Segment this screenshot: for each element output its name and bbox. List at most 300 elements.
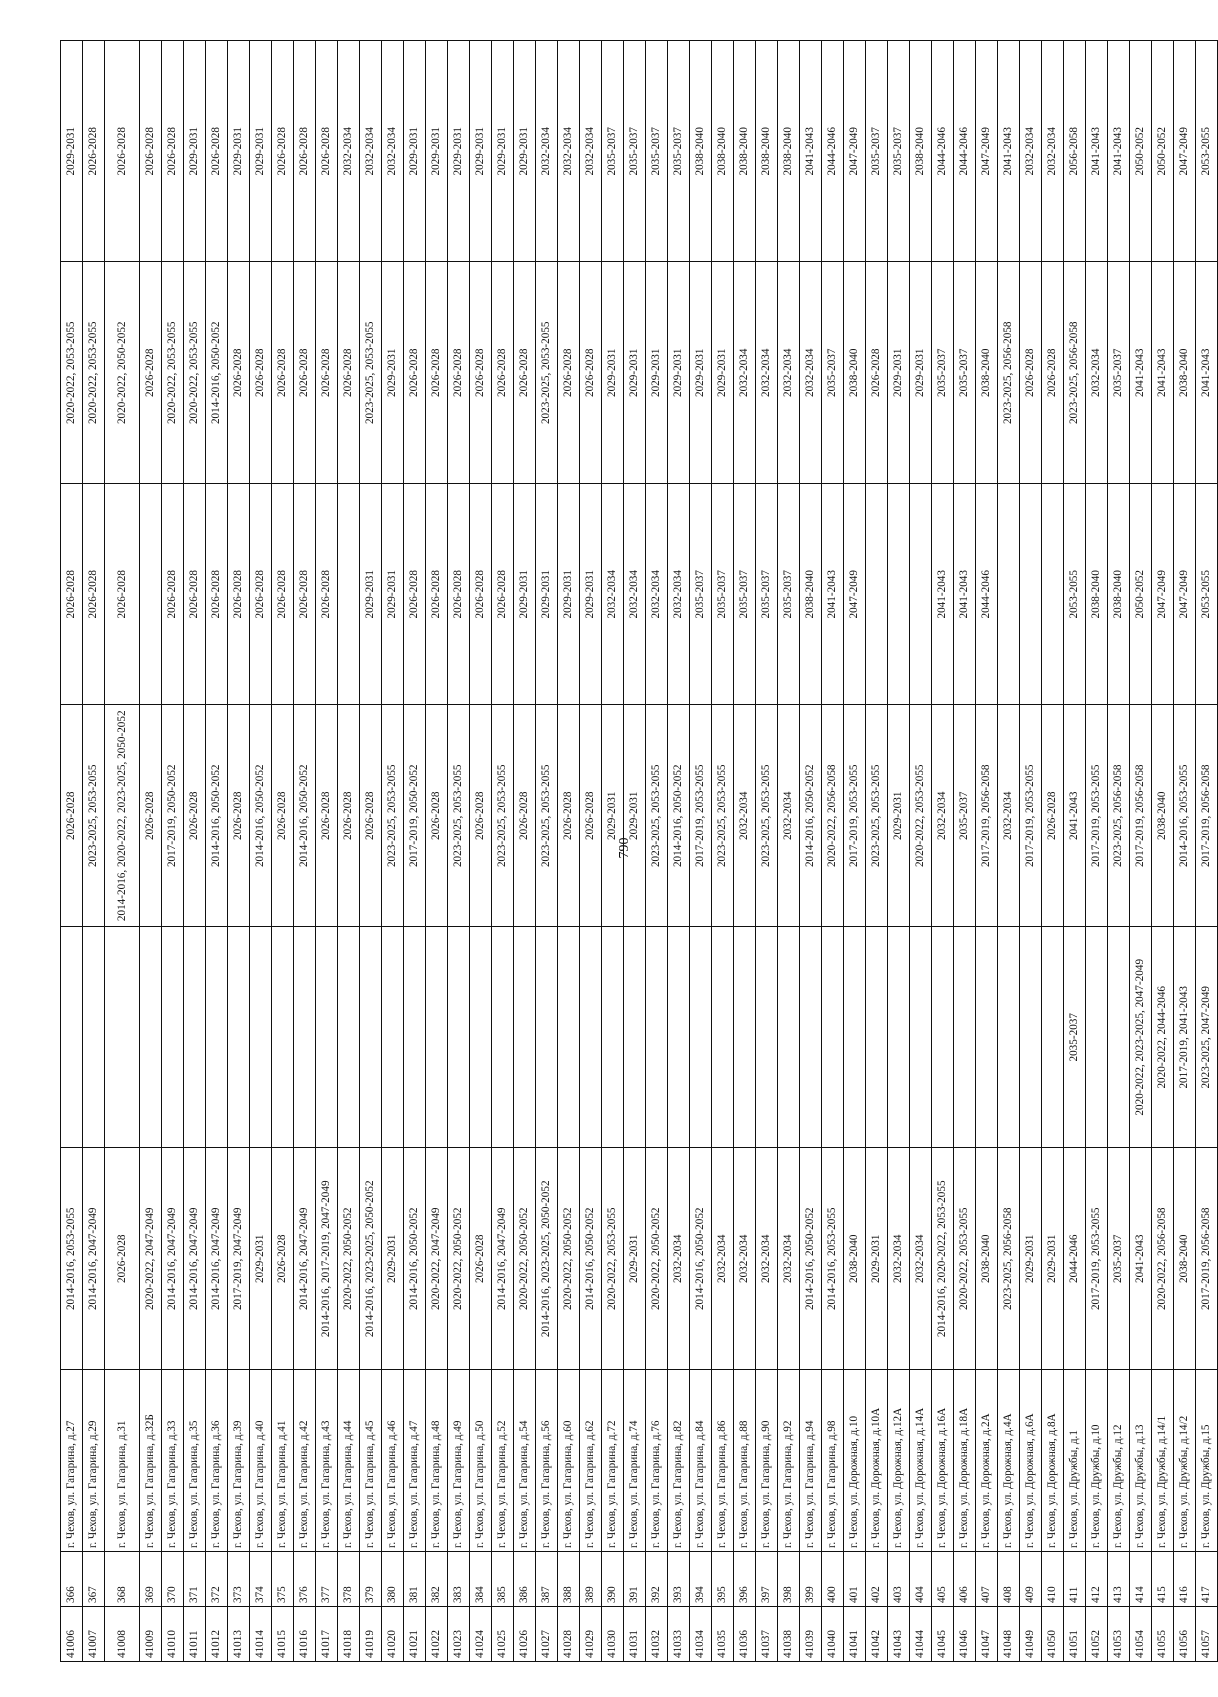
table-row — [382, 41, 404, 1662]
row-number-cell: 394 — [690, 1552, 712, 1607]
period-cell-3: 2038-2040 — [1152, 705, 1174, 927]
period-cell-4: 2026-2028 — [448, 484, 470, 706]
period-cell-5: 2026-2028 — [1020, 262, 1042, 484]
row-number-cell: 408 — [998, 1552, 1020, 1607]
period-cell-2 — [954, 927, 976, 1149]
row-number-cell: 390 — [602, 1552, 624, 1607]
address-cell: г. Чехов, ул. Дорожная, д.4А — [998, 1370, 1020, 1552]
address-cell: г. Чехов, ул. Дорожная, д.8А — [1042, 1370, 1064, 1552]
period-cell-5: 2026-2028 — [580, 262, 602, 484]
period-cell-3: 2023-2025, 2053-2055 — [712, 705, 734, 927]
address-cell: г. Чехов, ул. Гагарина, д.27 — [61, 1370, 83, 1552]
period-cell-2 — [61, 927, 83, 1149]
period-cell-6: 2047-2049 — [844, 41, 866, 263]
table-row — [1064, 41, 1086, 1662]
record-id-cell: 41039 — [800, 1607, 822, 1662]
row-number-cell: 375 — [272, 1552, 294, 1607]
period-cell-2 — [558, 927, 580, 1149]
record-id-cell: 41047 — [976, 1607, 998, 1662]
address-cell: г. Чехов, ул. Гагарина, д.74 — [624, 1370, 646, 1552]
period-cell-3: 2017-2019, 2053-2055 — [844, 705, 866, 927]
period-cell-2 — [228, 927, 250, 1149]
table-row — [932, 41, 954, 1662]
period-cell-3: 2023-2025, 2053-2055 — [83, 705, 105, 927]
row-number-cell: 380 — [382, 1552, 404, 1607]
period-cell-2 — [448, 927, 470, 1149]
period-cell-5: 2026-2028 — [470, 262, 492, 484]
period-cell-6: 2032-2034 — [558, 41, 580, 263]
period-cell-2 — [888, 927, 910, 1149]
table-row — [976, 41, 998, 1662]
period-cell-6: 2047-2049 — [976, 41, 998, 263]
record-id-cell: 41031 — [624, 1607, 646, 1662]
address-cell: г. Чехов, ул. Гагарина, д.31 — [105, 1370, 140, 1552]
row-number-cell: 402 — [866, 1552, 888, 1607]
address-cell: г. Чехов, ул. Дорожная, д.16А — [932, 1370, 954, 1552]
period-cell-1: 2017-2019, 2047-2049 — [228, 1148, 250, 1370]
period-cell-4: 2035-2037 — [756, 484, 778, 706]
period-cell-4: 2029-2031 — [514, 484, 536, 706]
period-cell-5: 2026-2028 — [228, 262, 250, 484]
period-cell-4: 2026-2028 — [61, 484, 83, 706]
period-cell-4 — [866, 484, 888, 706]
page-number: 790 — [617, 837, 632, 859]
period-cell-1: 2017-2019, 2056-2058 — [1196, 1148, 1218, 1370]
period-cell-5: 2014-2016, 2050-2052 — [206, 262, 228, 484]
period-cell-4: 2026-2028 — [250, 484, 272, 706]
period-cell-5: 2023-2025, 2053-2055 — [536, 262, 558, 484]
period-cell-3: 2017-2019, 2050-2052 — [404, 705, 426, 927]
record-id-cell: 41049 — [1020, 1607, 1042, 1662]
period-cell-3: 2017-2019, 2053-2055 — [690, 705, 712, 927]
period-cell-3: 2023-2025, 2053-2055 — [866, 705, 888, 927]
period-cell-3: 2026-2028 — [514, 705, 536, 927]
row-number-cell: 407 — [976, 1552, 998, 1607]
period-cell-4 — [998, 484, 1020, 706]
period-cell-4: 2026-2028 — [294, 484, 316, 706]
period-cell-2: 2020-2022, 2023-2025, 2047-2049 — [1130, 927, 1152, 1149]
period-cell-2 — [712, 927, 734, 1149]
period-cell-5: 2026-2028 — [338, 262, 360, 484]
period-cell-6: 2038-2040 — [712, 41, 734, 263]
record-id-cell: 41030 — [602, 1607, 624, 1662]
row-number-cell: 417 — [1196, 1552, 1218, 1607]
period-cell-3: 2014-2016, 2050-2052 — [668, 705, 690, 927]
period-cell-4: 2035-2037 — [690, 484, 712, 706]
period-cell-6: 2056-2058 — [1064, 41, 1086, 263]
period-cell-3: 2014-2016, 2053-2055 — [1174, 705, 1196, 927]
table-row — [646, 41, 668, 1662]
table-row — [558, 41, 580, 1662]
period-cell-6: 2026-2028 — [294, 41, 316, 263]
row-number-cell: 367 — [83, 1552, 105, 1607]
record-id-cell: 41012 — [206, 1607, 228, 1662]
period-cell-2 — [294, 927, 316, 1149]
table-row — [1042, 41, 1064, 1662]
address-cell: г. Чехов, ул. Гагарина, д.40 — [250, 1370, 272, 1552]
table-row — [888, 41, 910, 1662]
period-cell-5: 2023-2025, 2056-2058 — [998, 262, 1020, 484]
period-cell-1: 2032-2034 — [888, 1148, 910, 1370]
period-cell-2 — [822, 927, 844, 1149]
address-cell: г. Чехов, ул. Гагарина, д.41 — [272, 1370, 294, 1552]
table-row — [800, 41, 822, 1662]
period-cell-3: 2017-2019, 2053-2055 — [1020, 705, 1042, 927]
address-cell: г. Чехов, ул. Дорожная, д.12А — [888, 1370, 910, 1552]
period-cell-1: 2014-2016, 2050-2052 — [404, 1148, 426, 1370]
schedule-table-body — [61, 41, 1218, 1662]
period-cell-6: 2029-2031 — [470, 41, 492, 263]
period-cell-3: 2017-2019, 2056-2058 — [1130, 705, 1152, 927]
period-cell-4: 2038-2040 — [800, 484, 822, 706]
period-cell-1: 2041-2043 — [1130, 1148, 1152, 1370]
record-id-cell: 41022 — [426, 1607, 448, 1662]
table-row — [1196, 41, 1218, 1662]
period-cell-2: 2017-2019, 2041-2043 — [1174, 927, 1196, 1149]
period-cell-1: 2032-2034 — [712, 1148, 734, 1370]
address-cell: г. Чехов, ул. Гагарина, д.62 — [580, 1370, 602, 1552]
row-number-cell: 373 — [228, 1552, 250, 1607]
period-cell-1: 2014-2016, 2050-2052 — [800, 1148, 822, 1370]
address-cell: г. Чехов, ул. Дружбы, д.10 — [1086, 1370, 1108, 1552]
period-cell-6: 2029-2031 — [404, 41, 426, 263]
period-cell-3: 2041-2043 — [1064, 705, 1086, 927]
period-cell-2: 2023-2025, 2047-2049 — [1196, 927, 1218, 1149]
record-id-cell: 41051 — [1064, 1607, 1086, 1662]
table-row — [1020, 41, 1042, 1662]
period-cell-6: 2029-2031 — [61, 41, 83, 263]
period-cell-5: 2029-2031 — [888, 262, 910, 484]
address-cell: г. Чехов, ул. Гагарина, д.32Б — [140, 1370, 162, 1552]
period-cell-4: 2032-2034 — [624, 484, 646, 706]
table-row — [866, 41, 888, 1662]
address-cell: г. Чехов, ул. Гагарина, д.45 — [360, 1370, 382, 1552]
address-cell: г. Чехов, ул. Гагарина, д.35 — [184, 1370, 206, 1552]
row-number-cell: 378 — [338, 1552, 360, 1607]
period-cell-2 — [800, 927, 822, 1149]
record-id-cell: 41017 — [316, 1607, 338, 1662]
period-cell-6: 2032-2034 — [536, 41, 558, 263]
period-cell-1: 2023-2025, 2056-2058 — [998, 1148, 1020, 1370]
period-cell-4: 2026-2028 — [492, 484, 514, 706]
period-cell-5: 2032-2034 — [734, 262, 756, 484]
period-cell-3: 2014-2016, 2050-2052 — [206, 705, 228, 927]
record-id-cell: 41025 — [492, 1607, 514, 1662]
table-row — [105, 41, 140, 1662]
row-number-cell: 399 — [800, 1552, 822, 1607]
record-id-cell: 41027 — [536, 1607, 558, 1662]
row-number-cell: 388 — [558, 1552, 580, 1607]
period-cell-1: 2020-2022, 2050-2052 — [448, 1148, 470, 1370]
period-cell-2 — [1086, 927, 1108, 1149]
address-cell: г. Чехов, ул. Гагарина, д.47 — [404, 1370, 426, 1552]
address-cell: г. Чехов, ул. Дружбы, д.15 — [1196, 1370, 1218, 1552]
period-cell-6: 2050-2052 — [1152, 41, 1174, 263]
period-cell-5: 2029-2031 — [712, 262, 734, 484]
table-row — [426, 41, 448, 1662]
address-cell: г. Чехов, ул. Гагарина, д.50 — [470, 1370, 492, 1552]
period-cell-6: 2032-2034 — [580, 41, 602, 263]
row-number-cell: 397 — [756, 1552, 778, 1607]
period-cell-4: 2041-2043 — [822, 484, 844, 706]
period-cell-6: 2044-2046 — [932, 41, 954, 263]
period-cell-1: 2014-2016, 2050-2052 — [690, 1148, 712, 1370]
address-cell: г. Чехов, ул. Гагарина, д.46 — [382, 1370, 404, 1552]
row-number-cell: 406 — [954, 1552, 976, 1607]
address-cell: г. Чехов, ул. Дорожная, д.2А — [976, 1370, 998, 1552]
period-cell-1: 2014-2016, 2047-2049 — [83, 1148, 105, 1370]
period-cell-3: 2023-2025, 2053-2055 — [382, 705, 404, 927]
period-cell-5: 2032-2034 — [1086, 262, 1108, 484]
table-row — [1130, 41, 1152, 1662]
record-id-cell: 41008 — [105, 1607, 140, 1662]
table-row — [470, 41, 492, 1662]
record-id-cell: 41056 — [1174, 1607, 1196, 1662]
row-number-cell: 392 — [646, 1552, 668, 1607]
period-cell-4 — [140, 484, 162, 706]
record-id-cell: 41053 — [1108, 1607, 1130, 1662]
row-number-cell: 395 — [712, 1552, 734, 1607]
period-cell-5: 2026-2028 — [448, 262, 470, 484]
period-cell-1: 2029-2031 — [866, 1148, 888, 1370]
period-cell-1: 2017-2019, 2053-2055 — [1086, 1148, 1108, 1370]
period-cell-5: 2038-2040 — [1174, 262, 1196, 484]
table-row — [734, 41, 756, 1662]
period-cell-4: 2050-2052 — [1130, 484, 1152, 706]
record-id-cell: 41029 — [580, 1607, 602, 1662]
period-cell-3: 2026-2028 — [360, 705, 382, 927]
period-cell-2 — [602, 927, 624, 1149]
period-cell-5: 2026-2028 — [316, 262, 338, 484]
period-cell-2: 2020-2022, 2044-2046 — [1152, 927, 1174, 1149]
table-row — [140, 41, 162, 1662]
table-row — [316, 41, 338, 1662]
table-row — [294, 41, 316, 1662]
record-id-cell: 41044 — [910, 1607, 932, 1662]
period-cell-6: 2029-2031 — [250, 41, 272, 263]
row-number-cell: 370 — [162, 1552, 184, 1607]
period-cell-5: 2020-2022, 2050-2052 — [105, 262, 140, 484]
period-cell-3: 2026-2028 — [558, 705, 580, 927]
period-cell-1: 2020-2022, 2047-2049 — [140, 1148, 162, 1370]
period-cell-3: 2026-2028 — [140, 705, 162, 927]
period-cell-6: 2029-2031 — [184, 41, 206, 263]
period-cell-3: 2014-2016, 2020-2022, 2023-2025, 2050-2052 — [105, 705, 140, 927]
period-cell-6: 2029-2031 — [426, 41, 448, 263]
period-cell-2 — [426, 927, 448, 1149]
period-cell-1: 2014-2016, 2023-2025, 2050-2052 — [360, 1148, 382, 1370]
row-number-cell: 389 — [580, 1552, 602, 1607]
period-cell-6: 2032-2034 — [338, 41, 360, 263]
period-cell-5: 2041-2043 — [1152, 262, 1174, 484]
period-cell-1: 2020-2022, 2050-2052 — [646, 1148, 668, 1370]
row-number-cell: 391 — [624, 1552, 646, 1607]
address-cell: г. Чехов, ул. Гагарина, д.88 — [734, 1370, 756, 1552]
period-cell-3: 2026-2028 — [316, 705, 338, 927]
period-cell-6: 2032-2034 — [360, 41, 382, 263]
row-number-cell: 371 — [184, 1552, 206, 1607]
table-row — [338, 41, 360, 1662]
period-cell-5: 2026-2028 — [1042, 262, 1064, 484]
row-number-cell: 376 — [294, 1552, 316, 1607]
row-number-cell: 374 — [250, 1552, 272, 1607]
period-cell-1: 2032-2034 — [668, 1148, 690, 1370]
period-cell-3: 2023-2025, 2053-2055 — [536, 705, 558, 927]
row-number-cell: 400 — [822, 1552, 844, 1607]
period-cell-1: 2020-2022, 2050-2052 — [514, 1148, 536, 1370]
period-cell-2 — [492, 927, 514, 1149]
period-cell-1: 2032-2034 — [756, 1148, 778, 1370]
period-cell-5: 2029-2031 — [624, 262, 646, 484]
table-row — [778, 41, 800, 1662]
row-number-cell: 368 — [105, 1552, 140, 1607]
period-cell-6: 2026-2028 — [83, 41, 105, 263]
period-cell-2 — [866, 927, 888, 1149]
period-cell-5: 2026-2028 — [558, 262, 580, 484]
record-id-cell: 41010 — [162, 1607, 184, 1662]
period-cell-1: 2020-2022, 2053-2055 — [602, 1148, 624, 1370]
period-cell-1: 2014-2016, 2023-2025, 2050-2052 — [536, 1148, 558, 1370]
record-id-cell: 41038 — [778, 1607, 800, 1662]
period-cell-2 — [382, 927, 404, 1149]
period-cell-1: 2014-2016, 2050-2052 — [580, 1148, 602, 1370]
period-cell-5: 2035-2037 — [954, 262, 976, 484]
period-cell-1: 2014-2016, 2020-2022, 2053-2055 — [932, 1148, 954, 1370]
period-cell-3: 2026-2028 — [1042, 705, 1064, 927]
row-number-cell: 411 — [1064, 1552, 1086, 1607]
period-cell-2 — [536, 927, 558, 1149]
period-cell-6: 2026-2028 — [140, 41, 162, 263]
period-cell-5: 2020-2022, 2053-2055 — [83, 262, 105, 484]
period-cell-3: 2026-2028 — [580, 705, 602, 927]
record-id-cell: 41018 — [338, 1607, 360, 1662]
period-cell-3: 2026-2028 — [426, 705, 448, 927]
period-cell-4: 2026-2028 — [404, 484, 426, 706]
period-cell-6: 2035-2037 — [866, 41, 888, 263]
address-cell: г. Чехов, ул. Дружбы, д.14/2 — [1174, 1370, 1196, 1552]
table-row — [1086, 41, 1108, 1662]
period-cell-4: 2044-2046 — [976, 484, 998, 706]
period-cell-5: 2038-2040 — [844, 262, 866, 484]
table-row — [162, 41, 184, 1662]
period-cell-2 — [250, 927, 272, 1149]
address-cell: г. Чехов, ул. Гагарина, д.44 — [338, 1370, 360, 1552]
address-cell: г. Чехов, ул. Гагарина, д.90 — [756, 1370, 778, 1552]
record-id-cell: 41048 — [998, 1607, 1020, 1662]
period-cell-1: 2029-2031 — [624, 1148, 646, 1370]
period-cell-6: 2038-2040 — [756, 41, 778, 263]
period-cell-2 — [646, 927, 668, 1149]
period-cell-4: 2032-2034 — [602, 484, 624, 706]
period-cell-1: 2029-2031 — [1042, 1148, 1064, 1370]
period-cell-5: 2029-2031 — [602, 262, 624, 484]
record-id-cell: 41055 — [1152, 1607, 1174, 1662]
period-cell-2 — [316, 927, 338, 1149]
period-cell-4: 2029-2031 — [536, 484, 558, 706]
period-cell-4: 2026-2028 — [162, 484, 184, 706]
record-id-cell: 41006 — [61, 1607, 83, 1662]
period-cell-6: 2035-2037 — [646, 41, 668, 263]
period-cell-5: 2026-2028 — [272, 262, 294, 484]
period-cell-2 — [580, 927, 602, 1149]
address-cell: г. Чехов, ул. Гагарина, д.52 — [492, 1370, 514, 1552]
period-cell-4: 2026-2028 — [426, 484, 448, 706]
period-cell-2 — [470, 927, 492, 1149]
period-cell-4: 2047-2049 — [1152, 484, 1174, 706]
table-row — [822, 41, 844, 1662]
period-cell-4: 2029-2031 — [382, 484, 404, 706]
period-cell-1: 2032-2034 — [734, 1148, 756, 1370]
row-number-cell: 415 — [1152, 1552, 1174, 1607]
record-id-cell: 41026 — [514, 1607, 536, 1662]
period-cell-1: 2032-2034 — [910, 1148, 932, 1370]
period-cell-3: 2017-2019, 2053-2055 — [1086, 705, 1108, 927]
period-cell-2 — [184, 927, 206, 1149]
period-cell-5: 2023-2025, 2056-2058 — [1064, 262, 1086, 484]
period-cell-3: 2032-2034 — [778, 705, 800, 927]
period-cell-6: 2035-2037 — [602, 41, 624, 263]
period-cell-3: 2020-2022, 2056-2058 — [822, 705, 844, 927]
period-cell-2 — [734, 927, 756, 1149]
period-cell-5: 2029-2031 — [646, 262, 668, 484]
record-id-cell: 41046 — [954, 1607, 976, 1662]
period-cell-6: 2035-2037 — [668, 41, 690, 263]
record-id-cell: 41019 — [360, 1607, 382, 1662]
period-cell-2 — [932, 927, 954, 1149]
period-cell-1: 2026-2028 — [272, 1148, 294, 1370]
period-cell-1: 2029-2031 — [250, 1148, 272, 1370]
record-id-cell: 41045 — [932, 1607, 954, 1662]
table-row — [1174, 41, 1196, 1662]
table-row — [360, 41, 382, 1662]
period-cell-5: 2029-2031 — [668, 262, 690, 484]
period-cell-2 — [690, 927, 712, 1149]
period-cell-5: 2029-2031 — [382, 262, 404, 484]
period-cell-1: 2014-2016, 2047-2049 — [162, 1148, 184, 1370]
row-number-cell: 401 — [844, 1552, 866, 1607]
table-row — [954, 41, 976, 1662]
period-cell-4: 2053-2055 — [1196, 484, 1218, 706]
period-cell-3: 2023-2025, 2053-2055 — [756, 705, 778, 927]
period-cell-4: 2026-2028 — [272, 484, 294, 706]
period-cell-1: 2014-2016, 2047-2049 — [184, 1148, 206, 1370]
record-id-cell: 41033 — [668, 1607, 690, 1662]
table-row — [404, 41, 426, 1662]
period-cell-2 — [140, 927, 162, 1149]
row-number-cell: 372 — [206, 1552, 228, 1607]
table-row — [712, 41, 734, 1662]
period-cell-4: 2026-2028 — [184, 484, 206, 706]
period-cell-1: 2020-2022, 2056-2058 — [1152, 1148, 1174, 1370]
period-cell-1: 2038-2040 — [976, 1148, 998, 1370]
period-cell-6: 2035-2037 — [624, 41, 646, 263]
address-cell: г. Чехов, ул. Гагарина, д.84 — [690, 1370, 712, 1552]
period-cell-6: 2044-2046 — [822, 41, 844, 263]
period-cell-6: 2044-2046 — [954, 41, 976, 263]
period-cell-3: 2023-2025, 2056-2058 — [1108, 705, 1130, 927]
period-cell-2 — [206, 927, 228, 1149]
row-number-cell: 405 — [932, 1552, 954, 1607]
period-cell-5: 2020-2022, 2053-2055 — [61, 262, 83, 484]
period-cell-3: 2014-2016, 2050-2052 — [250, 705, 272, 927]
period-cell-3: 2026-2028 — [228, 705, 250, 927]
table-row — [756, 41, 778, 1662]
period-cell-3: 2020-2022, 2053-2055 — [910, 705, 932, 927]
period-cell-5: 2020-2022, 2053-2055 — [162, 262, 184, 484]
period-cell-3: 2032-2034 — [998, 705, 1020, 927]
period-cell-3: 2026-2028 — [61, 705, 83, 927]
table-row — [910, 41, 932, 1662]
